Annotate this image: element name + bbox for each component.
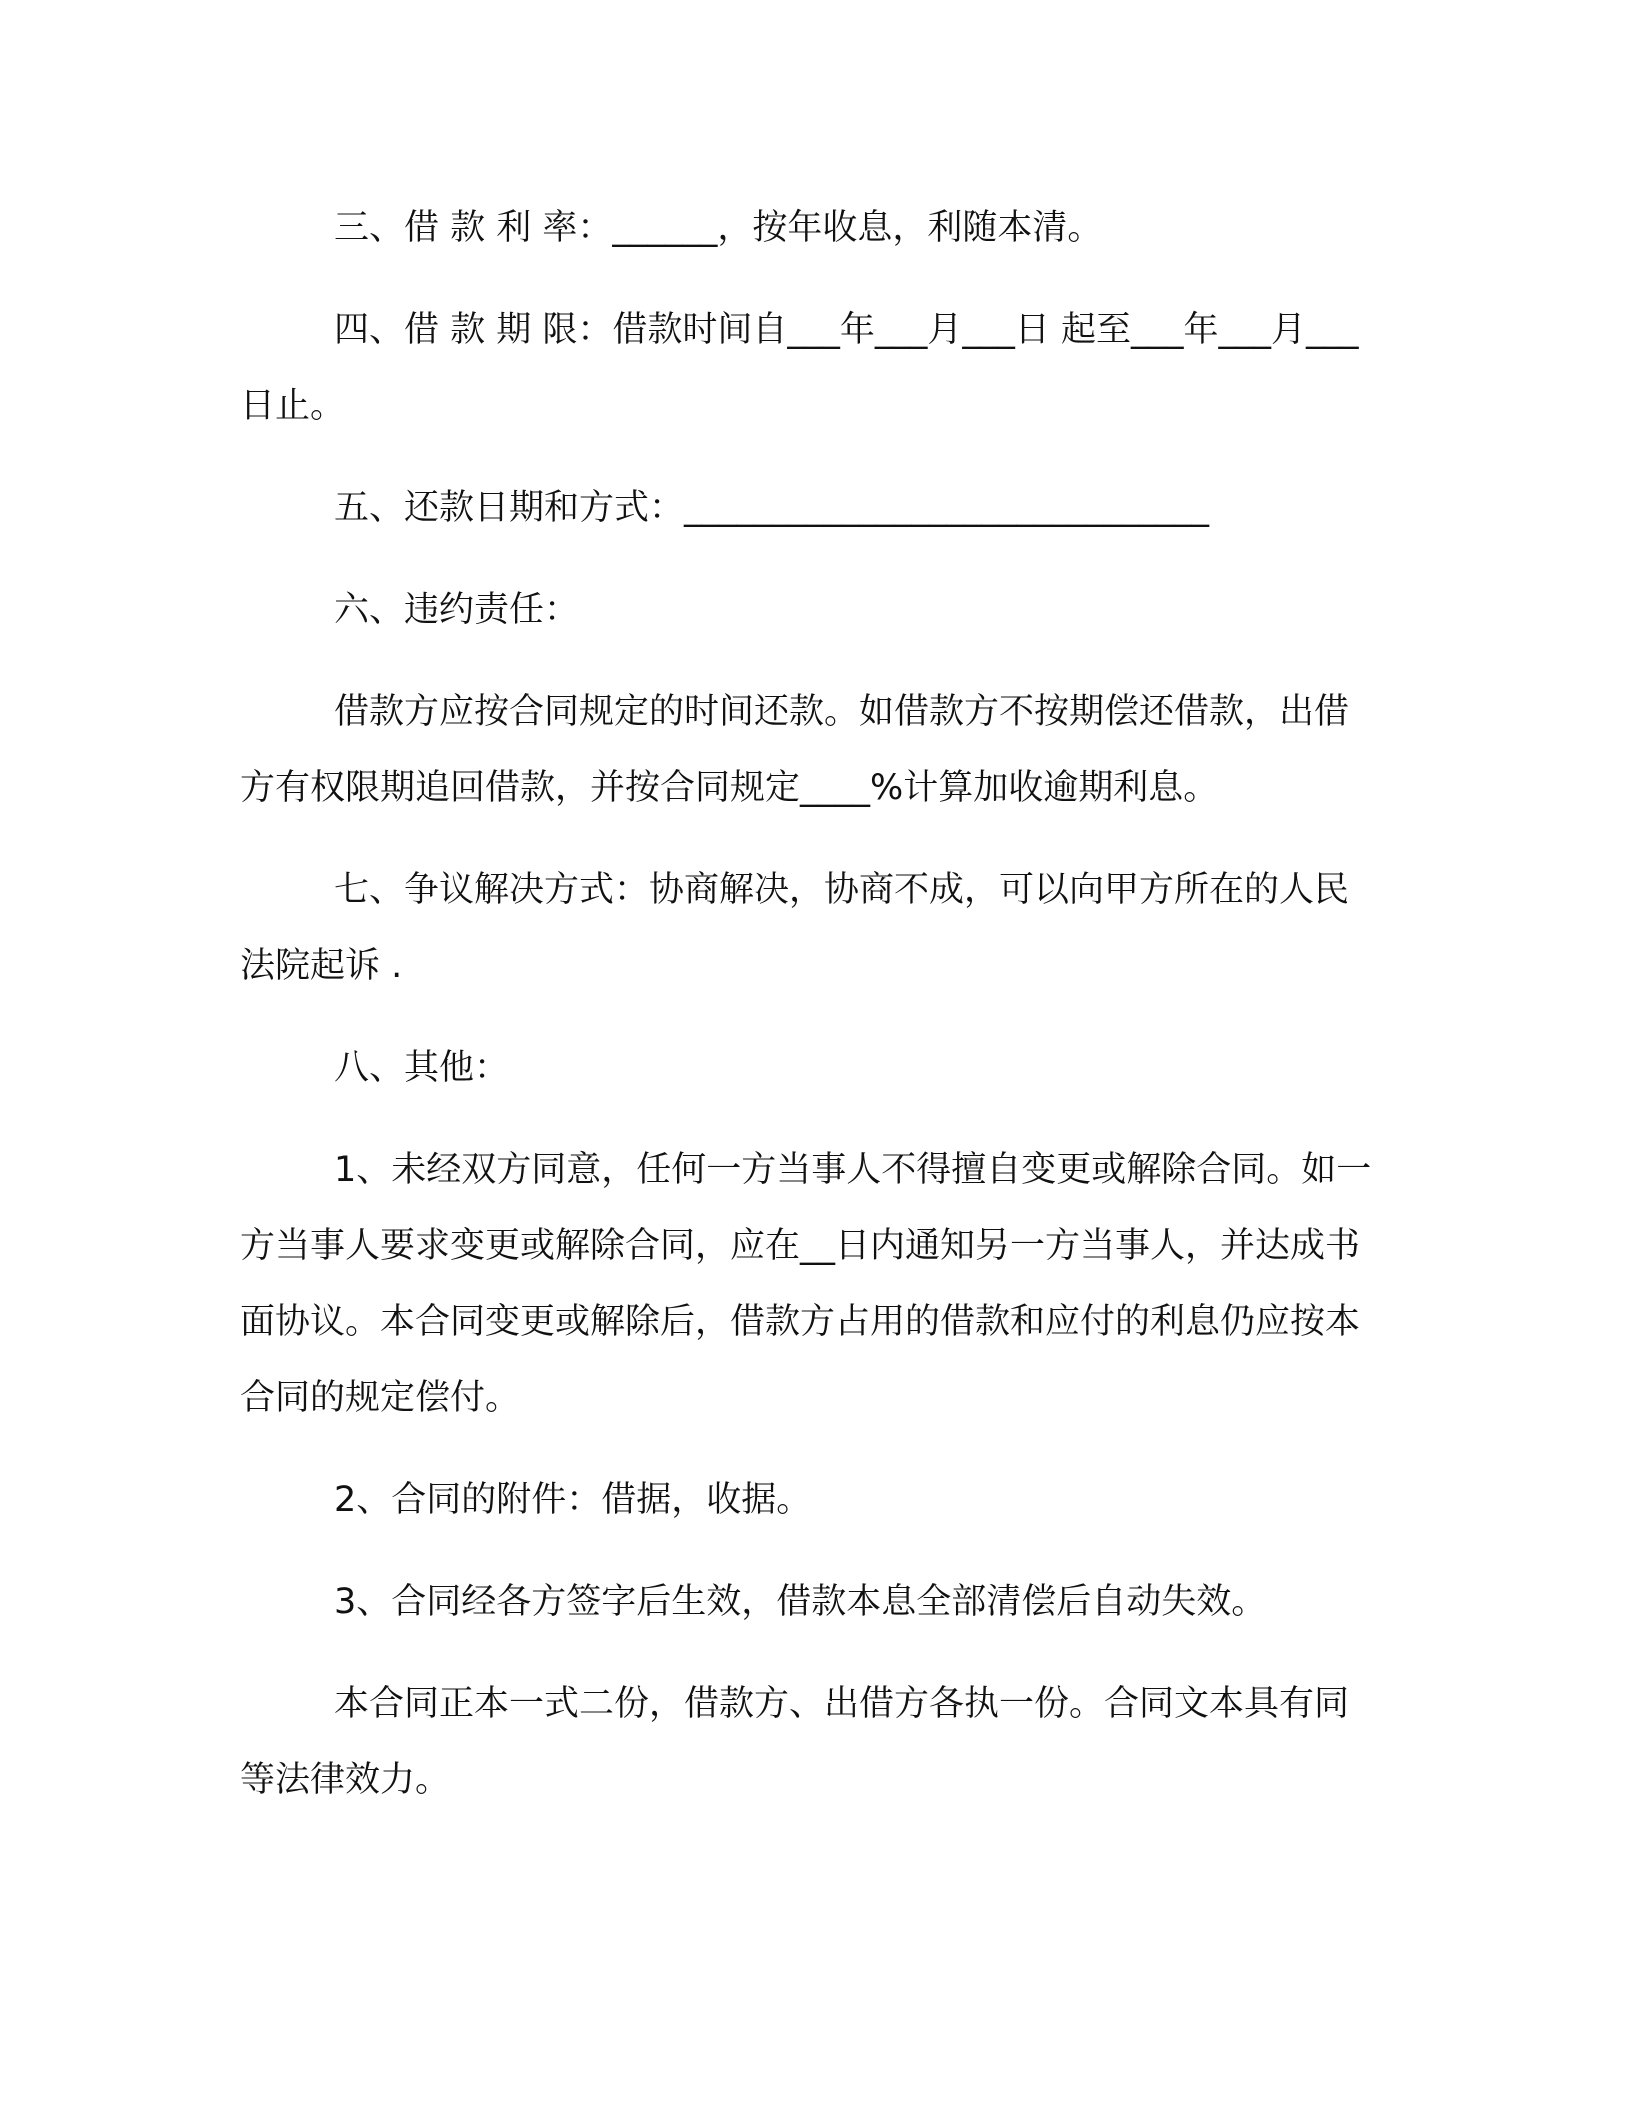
clause-repayment: 五、还款日期和方式：______________________________ [334, 488, 1210, 528]
clause-other-item-1: 1、未经双方同意，任何一方当事人不得擅自变更或解除合同。如一方当事人要求变更或解除合同，应在__日内通知另一方当事人，并达成书面协议。本合同变更或解除后，借款方占用的借款和应付的利息仍应按本合同的规定偿付。 [240, 1150, 1372, 1418]
clause-liability-heading: 六、违约责任： [334, 590, 580, 630]
clause-loan-term: 四、借 款 期 限：借款时间自___年___月___日 起至___年___月___ 日止。 [240, 310, 1359, 426]
clause-other-item-3: 3、合同经各方签字后生效，借款本息全部清偿后自动失效。 [334, 1582, 1267, 1622]
clause-other-item-2: 2、合同的附件：借据，收据。 [334, 1480, 812, 1520]
clause-interest-rate: 三、借 款 利 率：______，按年收息，利随本清。 [334, 208, 1103, 248]
clause-other-heading: 八、其他： [334, 1048, 510, 1088]
clause-copies: 本合同正本一式二份，借款方、出借方各执一份。合同文本具有同等法律效力。 [240, 1684, 1350, 1800]
clause-liability-text: 借款方应按合同规定的时间还款。如借款方不按期偿还借款，出借方有权限期追回借款，并按合同规定____%计算加收逾期利息。 [240, 692, 1350, 808]
clause-dispute: 七、争议解决方式：协商解决，协商不成，可以向甲方所在的人民法院起诉 . [240, 870, 1350, 986]
document-page [240, 190, 1380, 1844]
